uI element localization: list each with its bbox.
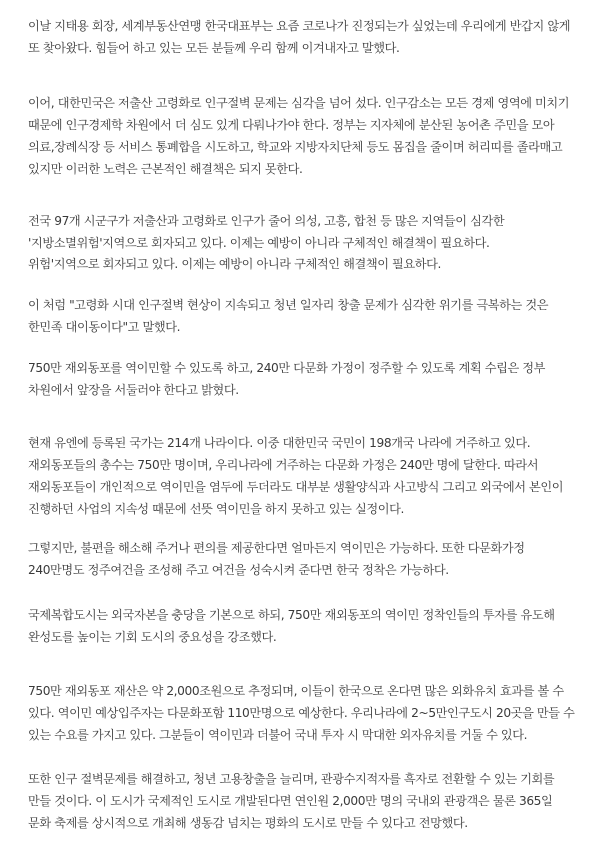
article-paragraph-4: 위험'지역으로 회자되고 있다. 이제는 예방이 아니라 구체적인 해결책이 필요하다. [28, 257, 442, 271]
article-paragraph-7: 현재 유엔에 등록된 국가는 214개 나라이다. 이중 대한민국 국민이 198개국 나라에 거주하고 있다. 재외동포들의 총수는 750만 명이며, 우리나라에 거주하는 다문화 가정은 240만 명에 달한다. 따라서 재외동포들이 개인적으로 역이민을 염두에 두더라도 대부분 생활양식과 사고방식 그리고 외국에서 본인이 진행하던 사업의 지속성 때문에 선뜻 역이민을 하지 못하고 있는 실정이다. [28, 436, 564, 516]
article-paragraph-5: 이 처럼 "고령화 시대 인구절벽 현상이 지속되고 청년 일자리 창출 문제가 심각한 위기를 극복하는 것은 한민족 대이동이다"고 말했다. [28, 298, 549, 334]
article-paragraph-1: 이날 지태용 회장, 세계부동산연맹 한국대표부는 요즘 코로나가 진정되는가 싶었는데 우리에게 반갑지 않게 또 찾아왔다. 힘들어 하고 있는 모든 분들께 우리 함께 이겨내자고 말했다. [28, 19, 571, 55]
article-paragraph-10: 750만 재외동포 재산은 약 2,000조원으로 추정되며, 이들이 한국으로 온다면 많은 외화유치 효과를 볼 수 있다. 역이민 예상입주자는 다문화포함 110만명으로 예상한다. 우리나라에 2~5만인구도시 20곳을 만들 수 있는 수요를 가지고 있다. 그분들이 역이민과 더불어 국내 투자 시 막대한 외자유치를 거둘 수 있다. [28, 684, 575, 742]
article-paragraph-9: 국제복합도시는 외국자본을 충당을 기본으로 하되, 750만 재외동포의 역이민 정착인들의 투자를 유도해 완성도를 높이는 기회 도시의 중요성을 강조했다. [28, 608, 555, 644]
article-paragraph-3: 전국 97개 시군구가 저출산과 고령화로 인구가 줄어 의성, 고흥, 합천 등 많은 지역들이 심각한 '지방소멸위험'지역으로 회자되고 있다. 이제는 예방이 아니라 구체적인 해결책이 필요하다. [28, 214, 505, 250]
article-paragraph-2: 이어, 대한민국은 저출산 고령화로 인구절벽 문제는 심각을 넘어 섰다. 인구감소는 모든 경제 영역에 미치기 때문에 인구경제학 차원에서 더 심도 있게 다뤄나가야 한다. 정부는 지자체에 분산된 농어촌 주민을 모아 의료,장례식장 등 서비스 통폐합을 시도하고, 학교와 지방자치단체 등도 몸집을 줄이며 허리띠를 졸라매고 있지만 이러한 노력은 근본적인 해결책은 되지 못한다. [28, 96, 570, 176]
article-paragraph-8: 그렇지만, 불편을 해소해 주거나 편의를 제공한다면 얼마든지 역이민은 가능하다. 또한 다문화가정 240만명도 정주여건을 조성해 주고 여건을 성숙시켜 준다면 한국 정착은 가능하다. [28, 541, 525, 577]
article-paragraph-11: 또한 인구 절벽문제를 해결하고, 청년 고용창출을 늘리며, 관광수지적자를 흑자로 전환할 수 있는 기회를 만들 것이다. 이 도시가 국제적인 도시로 개발된다면 연인원 2,000만 명의 국내외 관광객은 물론 365일 문화 축제를 상시적으로 개최해 생동감 넘치는 평화의 도시로 만들 수 있다고 전망했다. [28, 772, 555, 830]
article-paragraph-6: 750만 재외동포를 역이민할 수 있도록 하고, 240만 다문화 가정이 정주할 수 있도록 계획 수립은 정부 차원에서 앞장을 서둘러야 한다고 밝혔다. [28, 361, 546, 397]
